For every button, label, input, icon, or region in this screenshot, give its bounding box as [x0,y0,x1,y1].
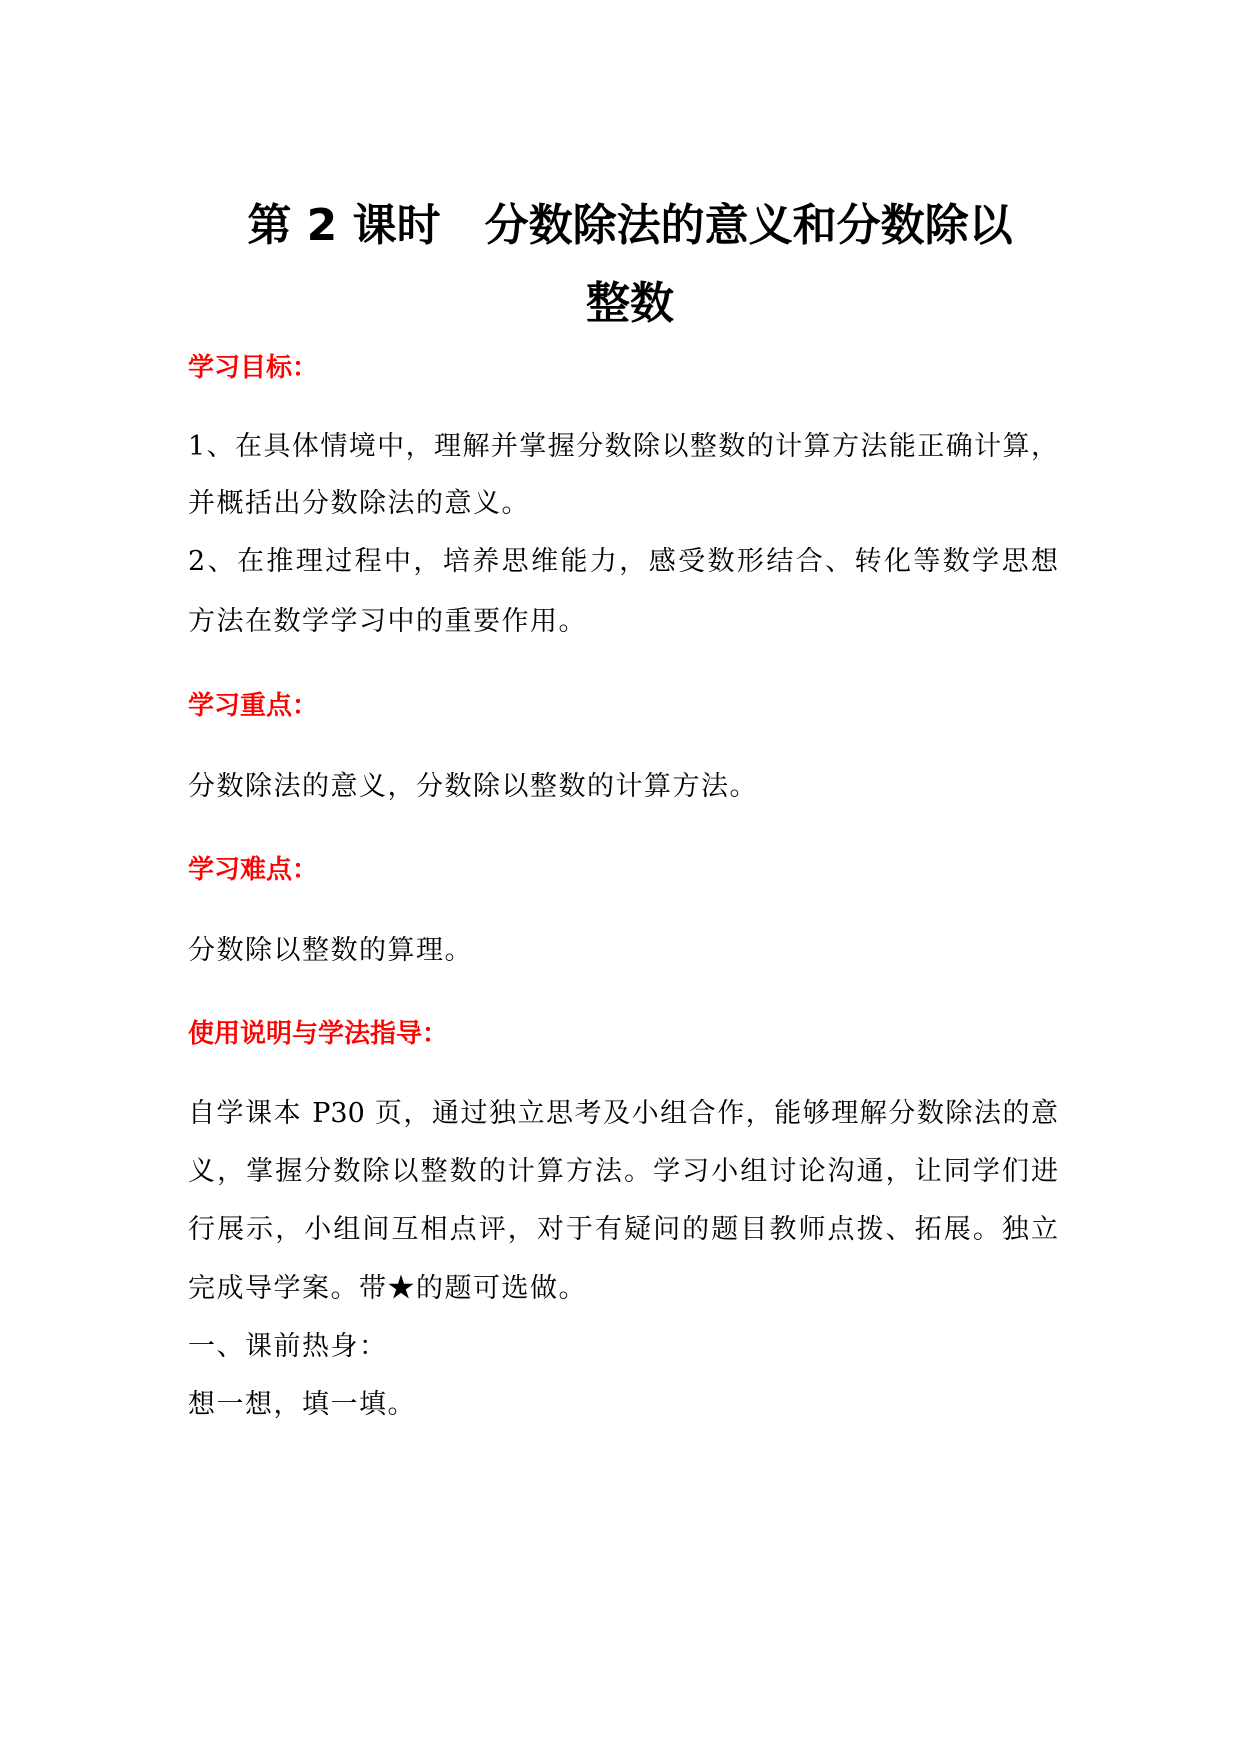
goal-1-line-1: 1、在具体情境中，理解并掌握分数除以整数的计算方法能正确计算， [188,431,1058,462]
difficulties-text: 分数除以整数的算理。 [188,935,473,966]
guide-line-3: 行展示，小组间互相点评，对于有疑问的题目教师点拨、拓展。独立 [188,1214,1058,1245]
lesson-number: 第 2 课时 [247,200,441,251]
guide-line-4: 完成导学案。带★的题可选做。 [188,1273,587,1304]
guide-line-1: 自学课本 P30 页，通过独立思考及小组合作，能够理解分数除法的意 [188,1098,1058,1129]
guide-line-2: 义，掌握分数除以整数的计算方法。学习小组讨论沟通，让同学们进 [188,1156,1058,1187]
goal-1-line-2: 并概括出分数除法的意义。 [188,488,530,519]
page-title-line-1 [180,198,1080,254]
goals-heading: 学习目标： [188,353,319,383]
guide-heading: 使用说明与学法指导： [188,1019,449,1049]
lesson-topic: 分数除法的意义和分数除以 [484,200,1013,251]
warmup-text: 想一想，填一填。 [188,1389,416,1420]
key-points-heading: 学习重点： [188,691,319,721]
goal-2-line-2: 方法在数学学习中的重要作用。 [188,606,587,637]
warmup-heading: 一、课前热身： [188,1331,388,1362]
difficulties-heading: 学习难点： [188,855,319,885]
key-points-text: 分数除法的意义，分数除以整数的计算方法。 [188,771,758,802]
page-title-line-2: 整数 [586,278,674,329]
goal-2-line-1: 2、在推理过程中，培养思维能力，感受数形结合、转化等数学思想 [188,546,1058,577]
